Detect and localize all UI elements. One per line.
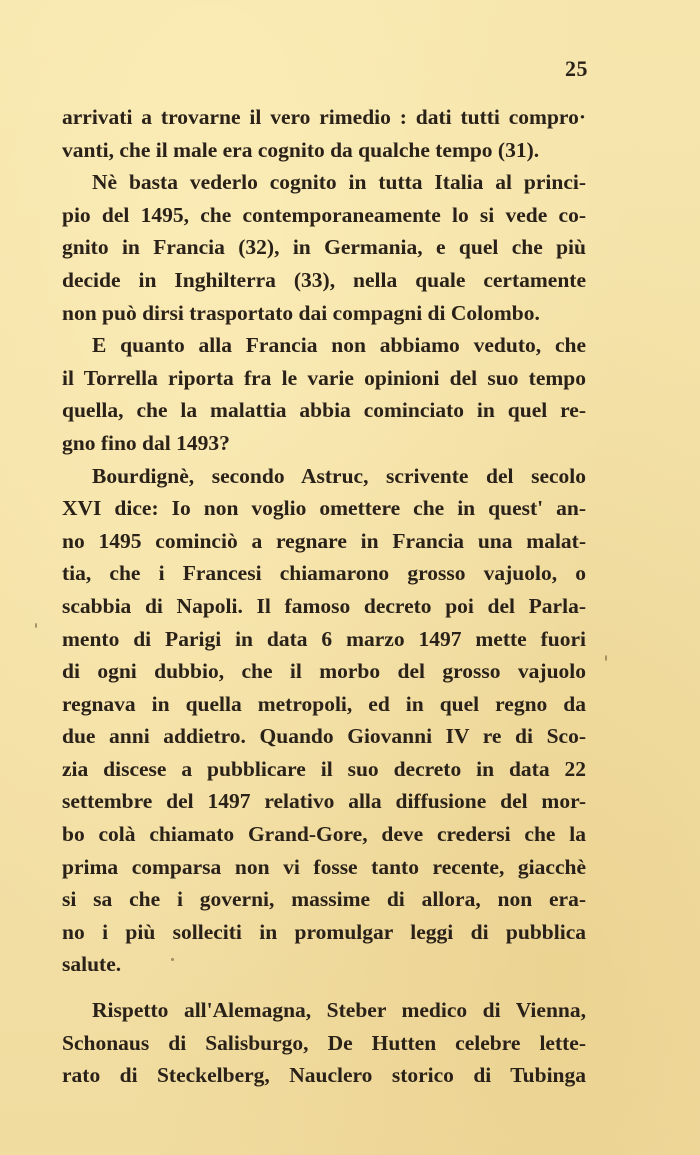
text-line: pio del 1495, che contemporaneamente lo si vede co- (62, 202, 586, 227)
ink-speck (605, 655, 607, 661)
text-line: gno fino dal 1493? (62, 430, 230, 455)
text-line: prima comparsa non vi fosse tanto recente, giacchè (62, 854, 586, 879)
text-line: arrivati a trovarne il vero rimedio : dati tutti compro· (62, 105, 586, 129)
text-line: XVI dice: Io non voglio omettere che in quest' an- (62, 496, 586, 521)
paragraph (62, 329, 586, 459)
text-line: no i più solleciti in promulgar leggi di pubblica (62, 919, 586, 944)
text-line: E quanto alla Francia non abbiamo veduto, che (92, 333, 586, 358)
text-line: di ogni dubbio, che il morbo del grosso vajuolo (62, 659, 586, 684)
text-line: il Torrella riporta fra le varie opinioni del suo tempo (62, 365, 586, 390)
ink-speck (35, 623, 37, 628)
paragraph (62, 460, 586, 982)
text-line: Schonaus di Salisburgo, De Hutten celebre lette- (62, 1030, 586, 1055)
paragraph (62, 994, 586, 1092)
text-line: non può dirsi trasportato dai compagni di Colombo. (62, 300, 540, 325)
text-line: salute. (62, 952, 122, 977)
paragraph (62, 166, 586, 329)
paragraph-gap (62, 981, 586, 994)
text-line: bo colà chiamato Grand-Gore, deve credersi che la (62, 822, 586, 847)
text-line: Rispetto all'Alemagna, Steber medico di Vienna, (92, 998, 586, 1023)
text-line: si sa che i governi, massime di allora, non era- (62, 887, 586, 912)
text-line: Nè basta vederlo cognito in tutta Italia al princi- (92, 170, 586, 195)
paragraph (62, 101, 586, 166)
text-line: tia, che i Francesi chiamarono grosso vajuolo, o (62, 561, 586, 586)
text-line: no 1495 cominciò a regnare in Francia una malat- (62, 528, 586, 553)
text-line: decide in Inghilterra (33), nella quale certamente (62, 267, 586, 292)
text-line: quella, che la malattia abbia cominciato in quel re- (62, 398, 586, 423)
text-line: rato di Steckelberg, Nauclero storico di Tubinga (62, 1063, 586, 1088)
page-number: 25 (565, 56, 588, 81)
text-line: vanti, che il male era cognito da qualche tempo (31). (62, 137, 540, 162)
body-text (62, 101, 586, 1092)
text-line: zia discese a pubblicare il suo decreto in data 22 (62, 756, 586, 781)
text-line: mento di Parigi in data 6 marzo 1497 mette fuori (62, 626, 586, 651)
text-line: scabbia di Napoli. Il famoso decreto poi del Parla- (62, 593, 586, 618)
text-line: regnava in quella metropoli, ed in quel regno da (62, 691, 586, 716)
text-line: gnito in Francia (32), in Germania, e quel che più (62, 235, 586, 260)
ink-speck (171, 958, 174, 961)
text-line: Bourdignè, secondo Astruc, scrivente del secolo (92, 463, 586, 488)
text-line: settembre del 1497 relativo alla diffusione del mor- (62, 789, 586, 814)
text-line: due anni addietro. Quando Giovanni IV re di Sco- (62, 724, 586, 749)
